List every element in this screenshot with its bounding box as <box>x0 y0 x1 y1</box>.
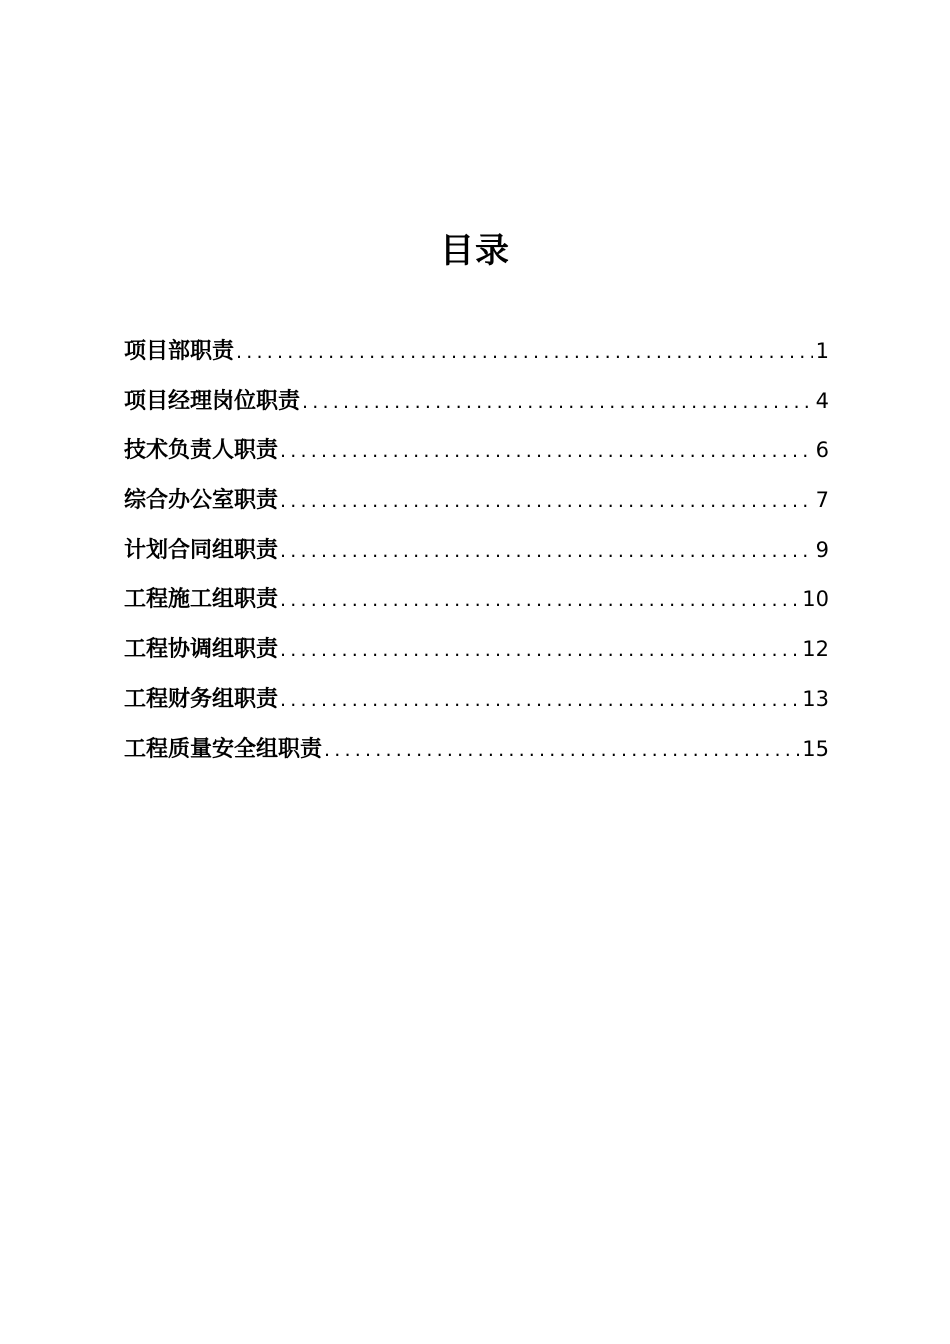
toc-leader-dots <box>280 476 813 526</box>
toc-leader-dots <box>280 426 813 476</box>
toc-entry-label: 工程协调组职责 <box>124 637 279 663</box>
toc-entry-label: 工程质量安全组职责 <box>124 736 323 762</box>
toc-entry[interactable] <box>124 724 829 774</box>
toc-entry-page-number: 10 <box>802 587 829 612</box>
toc-leader-dots <box>236 327 813 377</box>
toc-entry-page-number: 6 <box>815 438 829 463</box>
toc-entry-label: 计划合同组职责 <box>124 537 279 563</box>
toc-leader-dots <box>324 725 799 775</box>
toc-title: 目录 <box>440 231 510 271</box>
toc-entry[interactable] <box>124 425 829 475</box>
toc-entry[interactable] <box>124 574 829 624</box>
toc-entry[interactable] <box>124 475 829 525</box>
toc-entry-page-number: 9 <box>815 537 829 562</box>
toc-entry-label: 技术负责人职责 <box>124 438 279 464</box>
toc-entry-label: 综合办公室职责 <box>124 488 279 514</box>
toc-list <box>124 326 829 773</box>
toc-leader-dots <box>280 526 813 576</box>
toc-entry[interactable] <box>124 674 829 724</box>
toc-entry[interactable] <box>124 525 829 575</box>
toc-entry-page-number: 15 <box>802 736 829 761</box>
toc-entry-label: 工程财务组职责 <box>124 686 279 712</box>
toc-entry[interactable] <box>124 326 829 376</box>
toc-entry-label: 项目经理岗位职责 <box>124 388 301 414</box>
toc-entry-page-number: 12 <box>802 637 829 662</box>
toc-entry-page-number: 7 <box>815 488 829 513</box>
toc-entry-page-number: 13 <box>802 686 829 711</box>
toc-leader-dots <box>280 625 799 675</box>
toc-leader-dots <box>280 575 799 625</box>
toc-entry[interactable] <box>124 376 829 426</box>
toc-entry-label: 工程施工组职责 <box>124 587 279 613</box>
toc-entry-page-number: 4 <box>815 388 829 413</box>
toc-leader-dots <box>302 377 813 427</box>
toc-leader-dots <box>280 675 799 725</box>
toc-entry-label: 项目部职责 <box>124 339 235 364</box>
toc-entry[interactable] <box>124 624 829 674</box>
toc-entry-page-number: 1 <box>815 339 829 363</box>
